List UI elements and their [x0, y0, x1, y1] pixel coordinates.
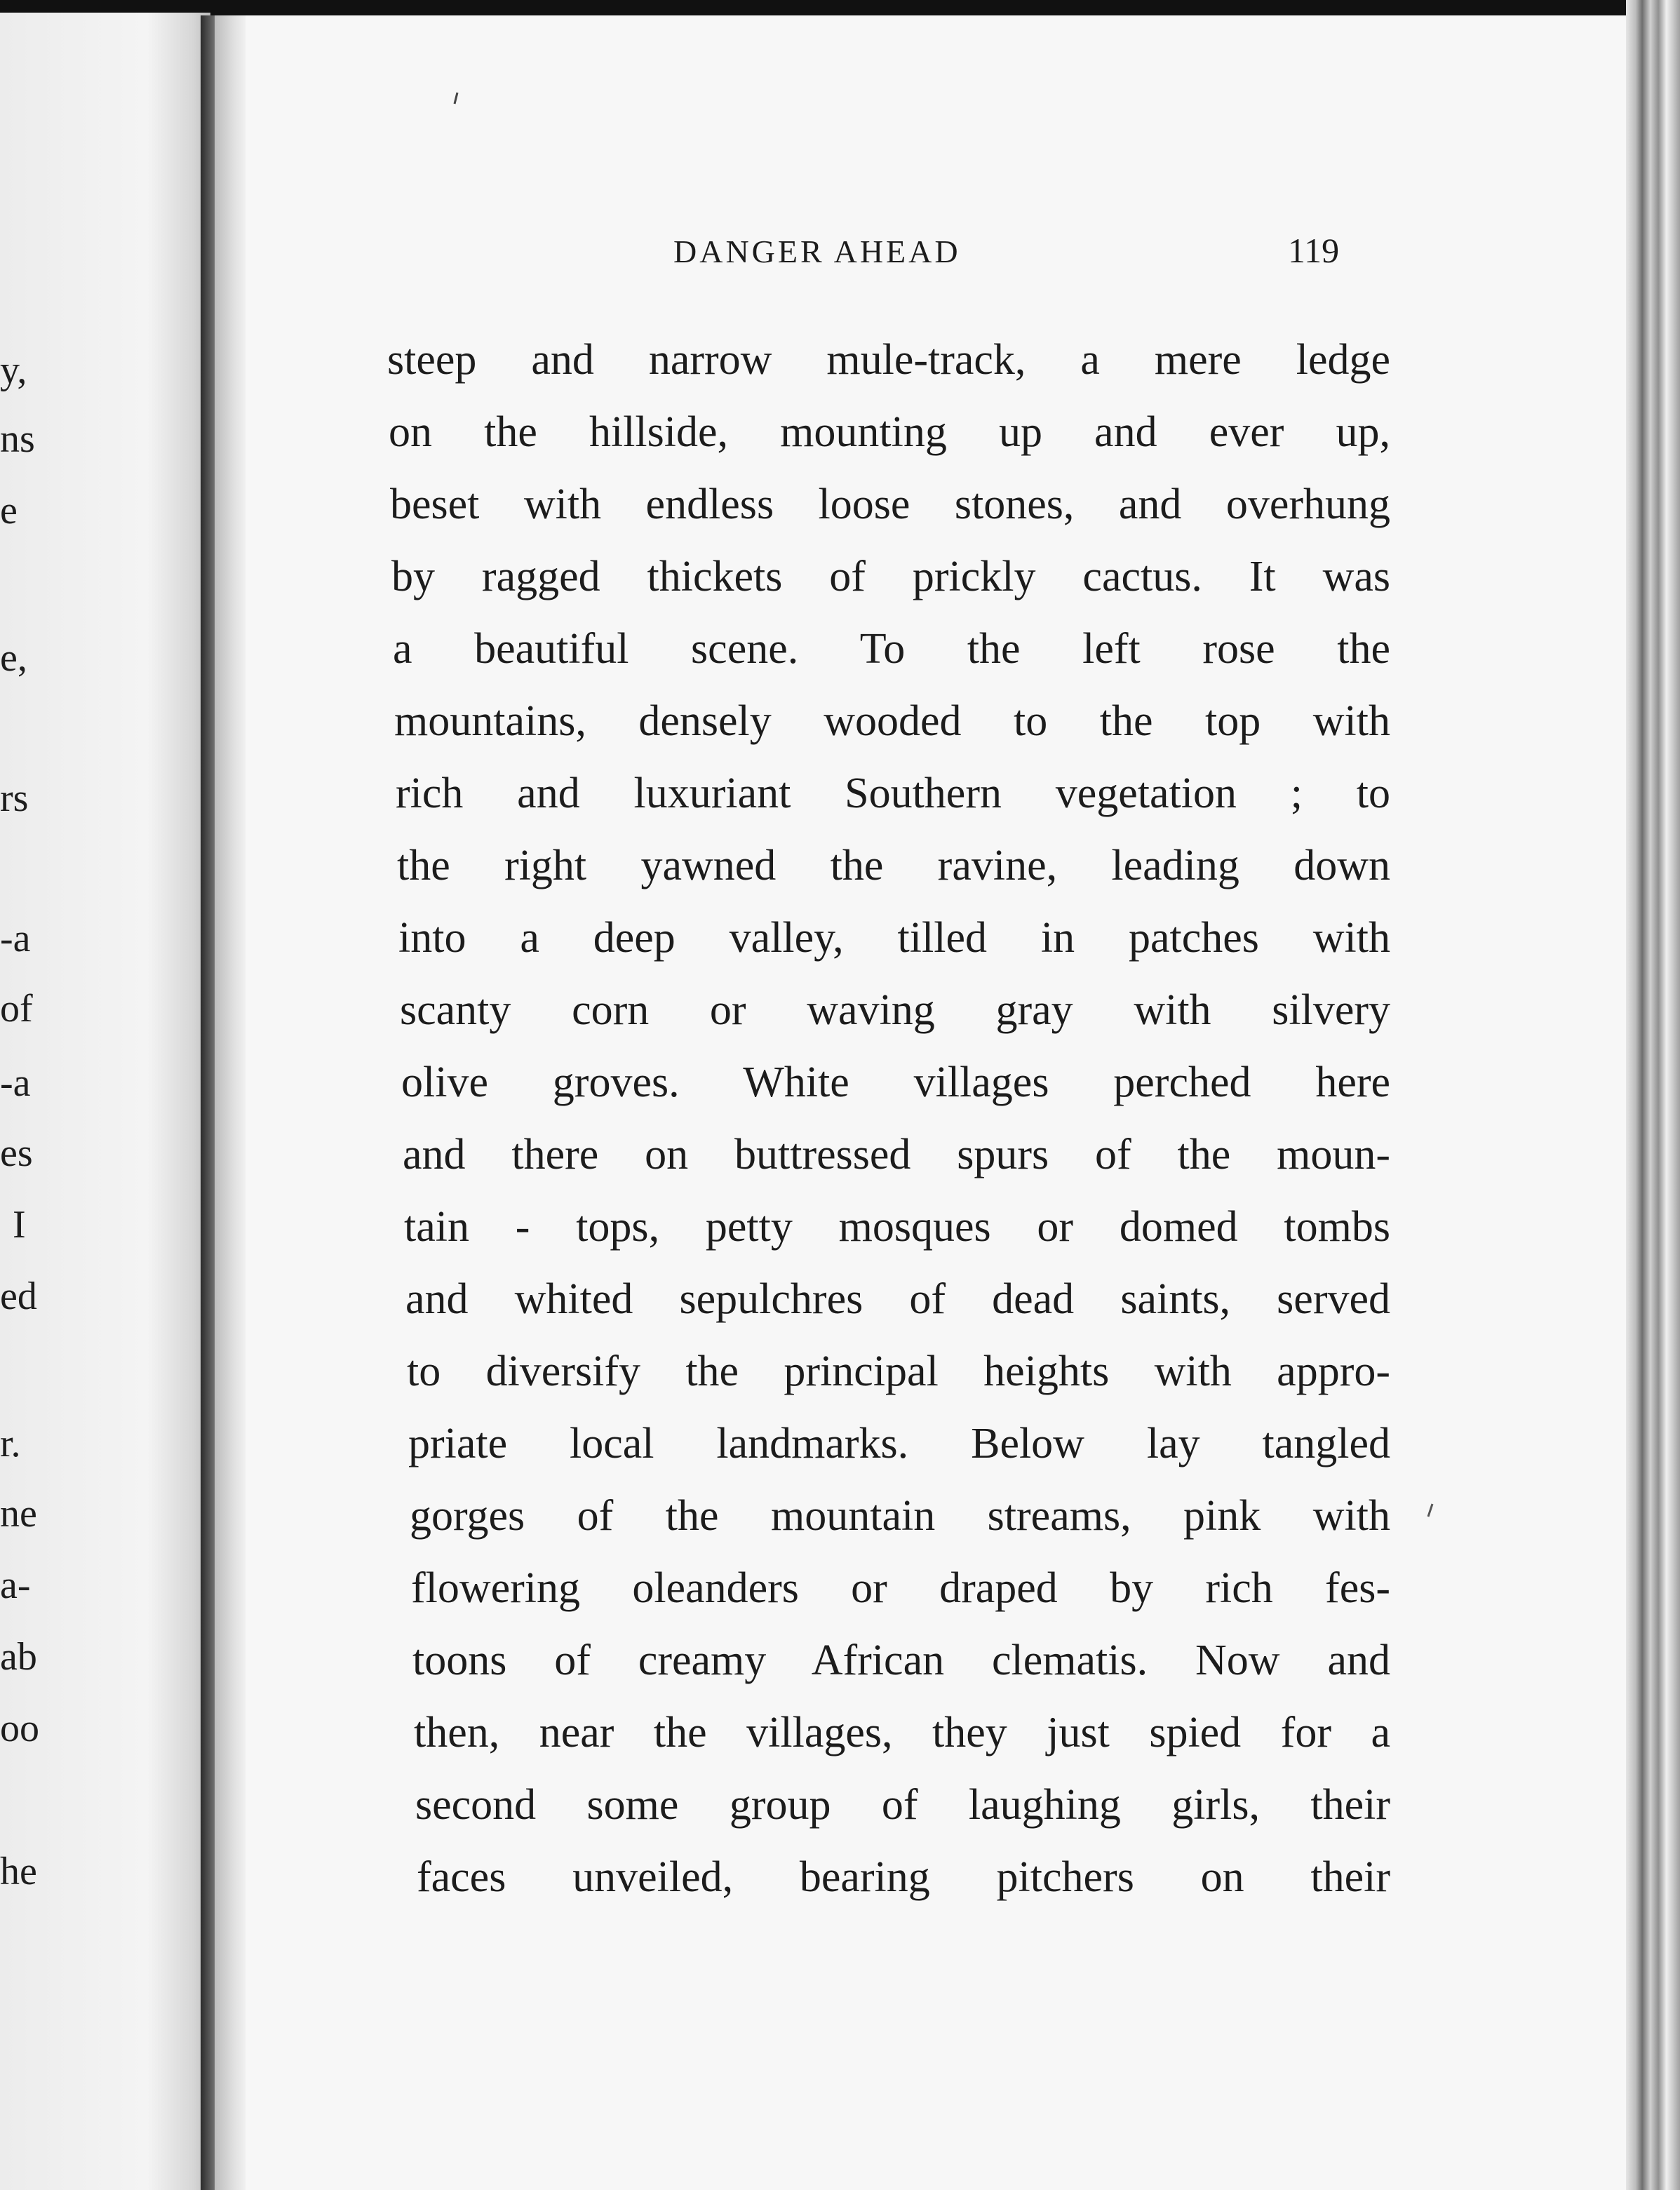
facing-page-fragment: ns	[0, 417, 35, 461]
body-text	[387, 324, 1390, 1914]
text-line: toons of creamy African clematis. Now and	[412, 1637, 1390, 1684]
text-line: then, near the villages, they just spied for a	[414, 1709, 1390, 1756]
text-line: a beautiful scene. To the left rose the	[393, 625, 1390, 673]
facing-page-fragment: ed	[0, 1275, 37, 1318]
scan-speck	[1423, 1501, 1437, 1522]
facing-page-fragment: I	[13, 1203, 26, 1247]
text-line: second some group of laughing girls, their	[415, 1781, 1390, 1829]
text-line: gorges of the mountain streams, pink with	[410, 1492, 1390, 1540]
text-line: on the hillside, mounting up and ever up,	[389, 408, 1390, 456]
facing-page-fragment: -a	[0, 917, 31, 960]
text-line: scanty corn or waving gray with silvery	[400, 986, 1390, 1034]
facing-page-fragment: e,	[0, 636, 27, 680]
book-spine	[201, 15, 216, 2190]
facing-page-fragment: rs	[0, 777, 29, 820]
page-number: 119	[1288, 231, 1340, 270]
facing-page-fragment: e	[0, 489, 18, 532]
text-line: and there on buttressed spurs of the moun-	[403, 1131, 1390, 1178]
text-line: olive groves. White villages perched here	[401, 1059, 1390, 1106]
text-line: rich and luxuriant Southern vegetation ; to	[396, 770, 1390, 817]
text-line: steep and narrow mule-track, a mere ledge	[387, 336, 1390, 384]
text-line: by ragged thickets of prickly cactus. It was	[391, 553, 1390, 600]
text-line: tain - tops, petty mosques or domed tombs	[404, 1203, 1390, 1251]
scan-speck	[449, 90, 463, 111]
running-head-title: DANGER AHEAD	[673, 234, 961, 269]
facing-page-fragment: es	[0, 1131, 33, 1175]
facing-page-fragment: he	[0, 1850, 37, 1893]
facing-page-fragment: r.	[0, 1422, 21, 1465]
text-line: flowering oleanders or draped by rich fes-	[411, 1564, 1390, 1612]
text-line: priate local landmarks. Below lay tangled	[408, 1420, 1390, 1467]
text-line: mountains, densely wooded to the top with	[394, 697, 1390, 745]
page-edge	[1626, 0, 1680, 2190]
facing-page-fragment: ne	[0, 1492, 37, 1536]
text-line: and whited sepulchres of dead saints, served	[405, 1275, 1390, 1323]
facing-page-fragment: -a	[0, 1061, 31, 1105]
facing-page-fragment: ab	[0, 1635, 37, 1679]
text-line: to diversify the principal heights with appro-	[407, 1348, 1390, 1395]
text-line: the right yawned the ravine, leading down	[397, 842, 1390, 889]
gutter-shadow	[215, 15, 250, 2190]
facing-page-fragment: oo	[0, 1707, 39, 1750]
text-line: beset with endless loose stones, and overhung	[390, 481, 1390, 528]
text-line: into a deep valley, tilled in patches with	[398, 914, 1390, 962]
facing-page-fragment: a-	[0, 1564, 31, 1607]
text-line: faces unveiled, bearing pitchers on their	[417, 1853, 1390, 1901]
facing-page-fragment: y,	[0, 349, 27, 392]
facing-page-fragment: of	[0, 987, 33, 1030]
